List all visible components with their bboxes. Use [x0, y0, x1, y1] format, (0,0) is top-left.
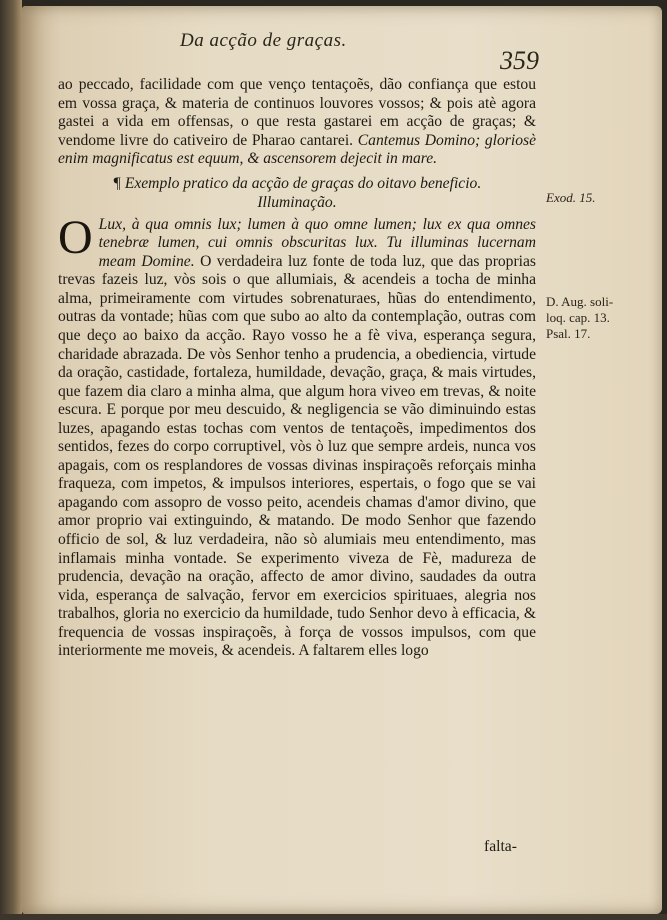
- running-title: Da acção de graças.: [180, 30, 347, 51]
- margin-note-aug-line3: Psal. 17.: [546, 326, 591, 341]
- drop-capital: O: [58, 210, 93, 264]
- intro-latin-quote: Cantemus Domino; gloriosè enim magnificatus est equum, & ascensorem dejecit in mare.: [58, 131, 536, 168]
- bottom-edge: [0, 914, 667, 920]
- margin-note-aug-line2: loq. cap. 13.: [546, 310, 610, 325]
- intro-paragraph: [58, 76, 536, 169]
- section-heading-title: ¶ Exemplo pratico da acção de graças do oitavo beneficio.: [112, 174, 482, 192]
- section-heading: [58, 174, 536, 212]
- catchword: falta-: [484, 838, 517, 855]
- body-paragraph: [58, 210, 536, 661]
- body-text: O verdadeira luz fonte de toda luz, que das proprias trevas fazeis luz, vòs sois o que allumiais, & acendeis a tocha de minha alma, primeiramente com virtudes sobrenaturaes, hũas do entendimento, outras da vontade; hũas com que subo ao alto da contemplação, outras com que deço ao baixo da acção. Rayo vosso he a fè viva, esperança segura, charidade abrazada. De vòs Senhor tenho a prudencia, a obediencia, virtude da oração, castidade, fortaleza, humildade, devação, graça, & mais virtudes, que fazem dia claro a minha alma, que algum hora viveo em trevas, & noite escura. E porque por meu descuido, & negligencia se vão diminuindo estas luzes, apagando estas tochas com ventos de tentaçoẽs, impedimentos dos sentidos, fezes do corpo corruptivel, vòs ò luz que sempre ardeis, nunca vos apagais, com os resplandores de vossas divinas inspiraçoẽs reforçais minha fraqueza, com impetos, & impulsos interiores, espertais, o fogo que se vai apagando com assopro de vosso peito, acendeis chamas d'amor divino, que amor proprio vai extinguindo, & matando. De modo Senhor que fazendo officio de sol, & luz verdadeira, não sò alumiais meu entendimento, mas inflamais minha vontade. Se experimento viveza de Fè, madureza de prudencia, devação na oração, affecto de amor divino, saudades da outra vida, esperança de salvação, fervor em exercicios spirituaes, alegria nos trabalhos, gloria no exercicio da humildade, tudo Senhor devo à efficacia, & frequencia de vossas inspiraçoẽs, à força de vossos impulsos, com que interiormente me moveis, & acendeis. A faltarem elles logo: [58, 252, 536, 660]
- main-text: [58, 76, 536, 661]
- intro-text: ao peccado, facilidade com que venço tentaçoẽs, dão confiança que estou em vossa graça, & materia de continuos louvores vossos; & pois atè agora gastei a vida em offensas, o que resta gastarei em acção de graças; & vendome livre do cativeiro de Pharao cantarei.: [58, 76, 536, 149]
- margin-note-exodus: Exod. 15.: [546, 190, 596, 205]
- page-number: 359: [500, 46, 539, 75]
- book-gutter: [0, 0, 22, 920]
- section-heading-subtitle: Illuminação.: [257, 193, 337, 211]
- body-latin-quote: Lux, à qua omnis lux; lumen à quo omne lumen; lux ex qua omnes tenebræ lumen, cui omnis obscuritas lux. Tu illuminas lucernam meam Domine.: [98, 215, 536, 270]
- margin-note-aug-line1: D. Aug. soli-: [546, 294, 614, 309]
- margin-note-augustine: [546, 294, 656, 342]
